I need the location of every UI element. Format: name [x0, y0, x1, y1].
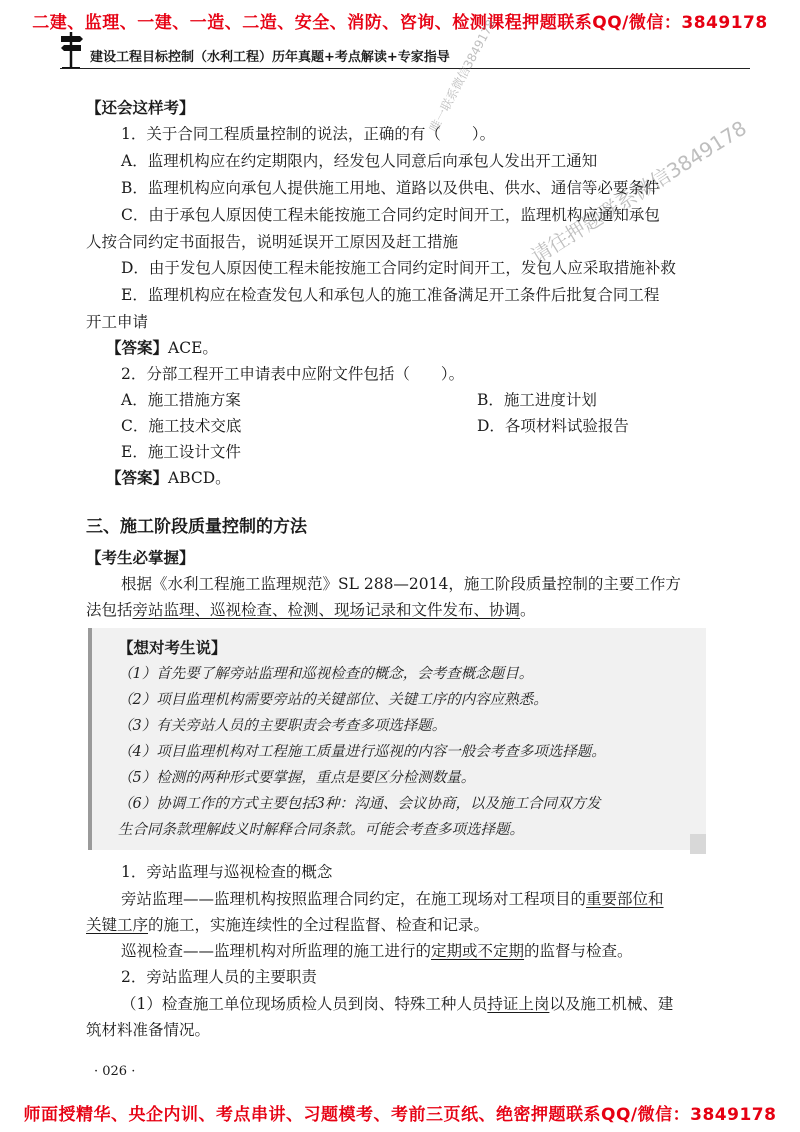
subheading-2: 2．旁站监理人员的主要职责: [121, 968, 317, 986]
tips-item: （4）项目监理机构对工程施工质量进行巡视的内容一般会考查多项选择题。: [118, 744, 606, 760]
bottom-banner: 师面授精华、央企内训、考点串讲、习题模考、考前三页纸、绝密押题联系QQ/微信：3849178: [23, 1105, 777, 1125]
q1-option-d: D．由于发包人原因使工程未能按施工合同约定时间开工，发包人应采取措施补救: [121, 259, 676, 277]
watermark-2: 请往押题联系微信3849178: [526, 115, 751, 269]
para-1-line-1: [121, 889, 664, 909]
q1-option-c: C．由于承包人原因使工程未能按施工合同约定时间开工，监理机构应通知承包: [121, 206, 660, 224]
p2-pre: 巡视检查——监理机构对所监理的施工进行的: [121, 942, 432, 960]
p1-underline: 重要部位和: [586, 890, 664, 908]
tips-box-corner: [690, 834, 706, 854]
p3-underline: 持证上岗: [487, 995, 550, 1013]
p3-post: 以及施工机械、建: [549, 995, 674, 1013]
tips-item: 生合同条款理解歧义时解释合同条款。可能会考查多项选择题。: [118, 822, 524, 838]
answer-label: 【答案】: [106, 339, 169, 357]
subheading-1: 1．旁站监理与巡视检查的概念: [121, 863, 333, 881]
q1-option-e-cont: 开工申请: [86, 313, 149, 331]
q2-option-d: D．各项材料试验报告: [477, 417, 629, 435]
q1-option-a: A．监理机构应在约定期限内，经发包人同意后向承包人发出开工通知: [121, 152, 598, 170]
answer-value: ABCD。: [168, 469, 231, 487]
q1-option-c-cont: 人按合同约定书面报告，说明延误开工原因及赶工措施: [86, 233, 459, 251]
watermark-1: 唯一联系微信3849178: [426, 17, 499, 135]
section-3-intro-2: [86, 600, 536, 620]
section-3-title: 三、施工阶段质量控制的方法: [86, 517, 307, 537]
p1-post: 的施工，实施连续性的全过程监督、检查和记录。: [148, 916, 490, 934]
q2-option-a: A．施工措施方案: [121, 391, 241, 409]
q2-stem: 2．分部工程开工申请表中应附文件包括（ ）。: [121, 365, 465, 383]
intro-pre: 法包括: [86, 601, 133, 619]
p2-post: 的监督与检查。: [524, 942, 633, 960]
tips-item: （2）项目监理机构需要旁站的关键部位、关键工序的内容应熟悉。: [118, 692, 548, 708]
answer-value: ACE。: [168, 339, 218, 357]
intro-post: 。: [520, 601, 536, 619]
q2-option-c: C．施工技术交底: [121, 417, 242, 435]
para-3-line-1: [121, 994, 673, 1014]
q2-option-b: B．施工进度计划: [477, 391, 597, 409]
top-banner: 二建、监理、一建、一造、二造、安全、消防、咨询、检测课程押题联系QQ/微信：3849178: [32, 13, 768, 33]
tips-item: （3）有关旁站人员的主要职责会考查多项选择题。: [118, 718, 447, 734]
section-tag-must: 【考生必掌握】: [86, 549, 195, 567]
intro-underline: 旁站监理、巡视检查、检测、现场记录和文件发布、协调: [132, 601, 521, 619]
tips-item: （5）检测的两种形式要掌握，重点是要区分检测数量。: [118, 770, 476, 786]
para-3-line-2: 筑材料准备情况。: [86, 1021, 211, 1039]
p1-pre: 旁站监理——监理机构按照监理合同约定，在施工现场对工程项目的: [121, 890, 587, 908]
p1-underline-2: 关键工序: [86, 916, 149, 934]
p3-pre: （1）检查施工单位现场质检人员到岗、特殊工种人员: [121, 995, 488, 1013]
para-2: [121, 941, 633, 961]
tips-box: [88, 628, 706, 850]
tips-item: （6）协调工作的方式主要包括3种：沟通、会议协商，以及施工合同双方发: [118, 796, 601, 812]
section-tag-also: 【还会这样考】: [86, 99, 195, 117]
p2-underline: 定期或不定期: [431, 942, 525, 960]
tips-title: 【想对考生说】: [118, 639, 227, 657]
para-1-line-2: [86, 915, 489, 935]
q1-option-e: E．监理机构应在检查发包人和承包人的施工准备满足开工条件后批复合同工程: [121, 286, 660, 304]
q1-stem: 1．关于合同工程质量控制的说法，正确的有（ ）。: [121, 125, 496, 143]
signpost-icon: [58, 30, 84, 70]
q1-option-b: B．监理机构应向承包人提供施工用地、道路以及供电、供水、通信等必要条件: [121, 179, 660, 197]
q2-answer: [106, 468, 231, 488]
tips-item: （1）首先要了解旁站监理和巡视检查的概念，会考查概念题目。: [118, 666, 534, 682]
q1-answer: [106, 338, 218, 358]
section-3-intro-1: 根据《水利工程施工监理规范》SL 288—2014，施工阶段质量控制的主要工作方: [121, 575, 681, 593]
answer-label: 【答案】: [106, 469, 169, 487]
page-number: · 026 ·: [94, 1064, 136, 1079]
header-title: 建设工程目标控制（水利工程）历年真题+考点解读+专家指导: [90, 50, 450, 65]
q2-option-e: E．施工设计文件: [121, 443, 241, 461]
header-rule: [60, 68, 750, 69]
